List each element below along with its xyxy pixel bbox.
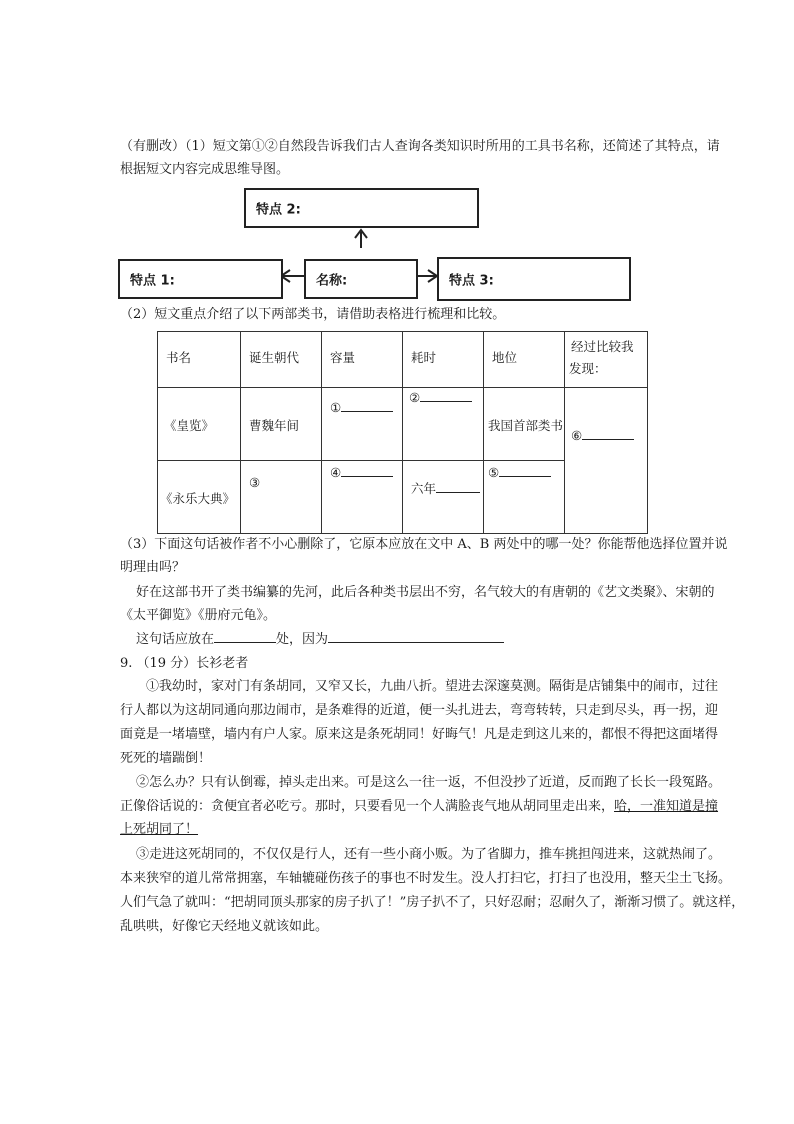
row1-dynasty: 曹魏年间 xyxy=(241,388,322,461)
header-cell-finding: 经过比较我 发现： xyxy=(565,332,648,388)
blank-5[interactable] xyxy=(499,476,551,477)
header-cell-dynasty: 诞生朝代 xyxy=(241,332,322,388)
blank-6[interactable] xyxy=(582,439,634,440)
intro-line-1: （有删改）（1）短文第①②自然段告诉我们古人查询各类知识时所用的工具书名称，还简述了其特点，请 xyxy=(120,139,720,154)
mindmap-feature-3-label: 特点 3: xyxy=(449,273,494,289)
q9-heading: 9. （19 分）长衫老者 xyxy=(120,656,249,671)
row1-duration: ② xyxy=(403,388,484,461)
mindmap-feature-3-box xyxy=(437,257,631,301)
mindmap-feature-1-label: 特点 1: xyxy=(130,273,175,289)
q9-p3-line-1: ③走进这死胡同的，不仅仅是行人，还有一些小商小贩。为了省脚力，推车挑担闯进来，这就热闹了。 xyxy=(136,847,722,862)
q3-quote-2: 《太平御览》《册府元龟》。 xyxy=(120,608,277,623)
q9-p3-line-2: 本来狭窄的道儿常常拥塞，车轴辘碰伤孩子的事也不时发生。没人打扫它，打扫了也没用，整天尘土飞扬。 xyxy=(120,871,732,886)
q3-reason-blank[interactable] xyxy=(328,642,504,643)
blank-time[interactable] xyxy=(436,492,480,493)
q3-quote-1: 好在这部书开了类书编纂的先河，此后各种类书层出不穷，名气较大的有唐朝的《艺文类聚》、宋朝的 xyxy=(136,585,715,600)
q3-position-blank[interactable] xyxy=(214,642,276,643)
row2-name: 《永乐大典》 xyxy=(158,461,241,534)
q9-p1-line-4: 死死的墙踹倒！ xyxy=(120,751,212,766)
mindmap-name-box xyxy=(304,259,418,299)
q9-p1-line-3: 面竟是一堵墙壁，墙内有户人家。原来这是条死胡同！好晦气！凡是走到这儿来的，都恨不得把这面堵得 xyxy=(120,727,719,742)
q2-text: （2）短文重点介绍了以下两部类书，请借助表格进行梳理和比较。 xyxy=(120,307,506,322)
mindmap-feature-2-label: 特点 2: xyxy=(256,202,301,218)
q9-p2-underlined-b: 上死胡同了！ xyxy=(120,822,199,837)
row2-status: ⑤ xyxy=(484,461,565,534)
header-cell-book: 书名 xyxy=(158,332,241,388)
finding-cell: ⑥ xyxy=(565,388,648,534)
blank-4[interactable] xyxy=(341,476,393,477)
mindmap-feature-1-box xyxy=(118,259,283,299)
q3-line-2: 明理由吗？ xyxy=(120,560,186,575)
q9-p2-underlined-a: 哈，一准知道是撞 xyxy=(614,799,719,814)
header-cell-status: 地位 xyxy=(484,332,565,388)
intro-line-2: 根据短文内容完成思维导图。 xyxy=(120,162,290,177)
q9-p3-line-3: 人们气急了就叫：“把胡同顶头那家的房子扒了！”房子扒不了，只好忍耐；忍耐久了，渐渐习惯了。就这样， xyxy=(120,895,745,910)
q3-answer: 这句话应放在 处，因为 xyxy=(136,630,504,650)
row1-capacity: ① xyxy=(322,388,403,461)
row2-capacity: ④ xyxy=(322,461,403,534)
q9-p1-line-2: 行人都以为这胡同通向那边闹市，是条难得的近道，便一头扎进去，弯弯转转，只走到尽头，再一拐，迎 xyxy=(120,703,719,718)
comparison-table xyxy=(157,331,648,534)
q3-line-1: （3）下面这句话被作者不小心删除了，它原本应放在文中 A、B 两处中的哪一处？你能帮他选择位置并说 xyxy=(120,537,728,552)
q9-p2-line-2: 正像俗话说的：贪便宜者必吃亏。那时，只要看见一个人满脸丧气地从胡同里走出来，哈，一准知道是撞 xyxy=(120,799,719,814)
row2-duration: 六年 xyxy=(403,461,484,534)
blank-2[interactable] xyxy=(420,401,472,402)
header-cell-duration: 耗时 xyxy=(403,332,484,388)
row2-dynasty: ③ xyxy=(241,461,322,534)
row1-status: 我国首部类书 xyxy=(484,388,565,461)
blank-1[interactable] xyxy=(341,411,393,412)
q9-p2-line-3 xyxy=(120,820,198,840)
mindmap-name-label: 名称: xyxy=(316,273,348,289)
q9-p3-line-4: 乱哄哄，好像它天经地义就该如此。 xyxy=(120,919,329,934)
q9-p1-line-1: ①我幼时，家对门有条胡同，又窄又长，九曲八折。望进去深邃莫测。隔街是店铺集中的闹市，过往 xyxy=(146,679,719,694)
row1-name: 《皇览》 xyxy=(158,388,241,461)
mindmap-feature-2-box xyxy=(244,188,479,228)
q9-p2-line-1: ②怎么办？只有认倒霉，掉头走出来。可是这么一往一返，不但没抄了近道，反而跑了长长一段冤路。 xyxy=(136,775,722,790)
header-cell-capacity: 容量 xyxy=(322,332,403,388)
